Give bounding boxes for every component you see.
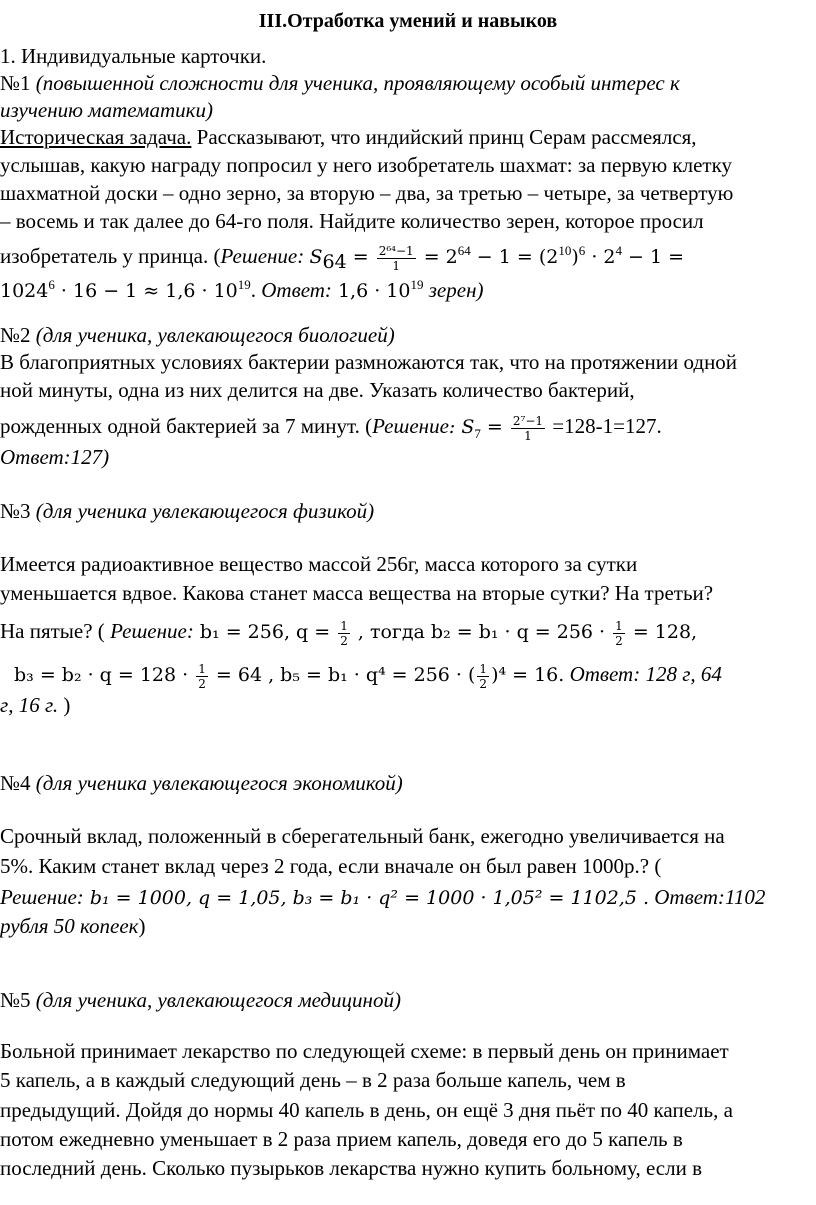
task3-line2: уменьшается вдвое. Какова станет масса вещества на вторые сутки? На третьи? — [0, 581, 714, 605]
task1-eq-dot: . — [250, 278, 257, 302]
task1-fraction — [377, 244, 416, 273]
task2-fraction — [511, 414, 545, 443]
task2-eq: : S — [448, 416, 475, 438]
task3-eq-b2-result: = 128, — [626, 621, 698, 643]
task1-line5 — [0, 238, 684, 275]
task4-line3 — [0, 884, 765, 911]
task2-line3 — [0, 413, 662, 447]
task4-line2: 5%. Каким станет вклад через 2 года, если вначале он был равен 1000р.? ( — [0, 854, 662, 878]
task3-answer: Ответ: 128 г, 64 — [564, 662, 722, 686]
task3-solution-label: Решение: — [110, 619, 194, 643]
task2-note: (для ученика, увлекающегося биологией) — [30, 323, 395, 347]
task1-eq-d: − 1 = (2 — [470, 246, 559, 268]
task3-close: ) — [58, 693, 71, 717]
task5-line3: предыдущий. Дойдя до нормы 40 капель в день, он ещё 3 дня пьёт по 40 капель, а — [0, 1098, 733, 1122]
task1-eq-sub: 64 — [322, 251, 347, 274]
task2-text3: рожденных одной бактерией за 7 минут. ( — [0, 414, 373, 438]
task1-eq-s: S — [309, 246, 323, 268]
task4-header — [0, 770, 403, 796]
task2-solution-label: Решение — [372, 414, 449, 438]
task2-eq-end: =128-1=127. — [547, 414, 662, 438]
task3-half-2 — [613, 619, 625, 648]
task3-half-num: 1 — [198, 661, 206, 676]
task3-note: (для ученика увлекающегося физикой) — [30, 499, 375, 523]
task3-eq-b2: , тогда b₂ = b₁ · q = 256 · — [351, 621, 612, 643]
task3-half-3 — [196, 662, 208, 691]
task2-number: №2 — [0, 323, 31, 347]
task3-line1: Имеется радиоактивное вещество массой 256г, масса которого за сутки — [0, 552, 638, 576]
task3-line4 — [14, 661, 722, 691]
task1-note-cont: изучению математики) — [0, 98, 213, 122]
task3-half-num: 1 — [479, 661, 488, 676]
task4-solution-label: Решение: — [0, 885, 84, 909]
task1-note: (повышенной сложности для ученика, проявляющему особый интерес к — [35, 71, 680, 95]
task2-line2: ной минуты, одна из них делится на две. Указать количество бактерий, — [0, 378, 635, 402]
task5-line1: Больной принимает лекарство по следующей схеме: в первый день он принимает — [0, 1039, 729, 1063]
task1-eq-c: = 2 — [417, 246, 458, 268]
task2-line1: В благоприятных условиях бактерии размножаются так, что на протяжении одной — [0, 350, 738, 374]
task3-header — [0, 498, 374, 524]
task5-header — [0, 987, 401, 1013]
task1-frac-den: 1 — [392, 258, 401, 273]
task2-eq-equals: = — [480, 416, 509, 438]
task2-answer: Ответ:127) — [0, 445, 110, 469]
task1-eq-e: · 2 — [585, 246, 616, 268]
task3-eq-b5: = 64 , b₅ = b₁ · q⁴ = 256 · ( — [209, 664, 476, 686]
task1-frac-num: 2⁶⁴−1 — [378, 243, 414, 258]
task3-eq-b1: b₁ = 256, q = — [193, 621, 337, 643]
task2-frac-den: 1 — [524, 428, 532, 443]
task1-header — [0, 70, 680, 96]
task3-half-den: 2 — [340, 633, 348, 648]
task3-half-num: 1 — [615, 618, 623, 633]
task1-eq-c-sup: 64 — [457, 243, 471, 258]
task1-eq-1024-sup: 6 — [48, 277, 55, 292]
task1-answer-label: Ответ: — [261, 278, 332, 302]
task3-eq-b5-result: )⁴ = 16. — [491, 664, 565, 686]
task4-line1: Срочный вклад, положенный в сберегательный банк, ежегодно увеличивается на — [0, 824, 725, 848]
task1-line6 — [0, 272, 483, 304]
task4-note: (для ученика увлекающегося экономикой) — [30, 771, 403, 795]
task3-half-1 — [338, 619, 350, 648]
task4-close: ) — [138, 914, 146, 938]
task1-label: Историческая задача. — [0, 125, 192, 149]
task4-answer-cont: рубля 50 копеек — [0, 914, 139, 938]
task1-answer-value: 1,6 · 10 — [331, 280, 411, 302]
task3-half-num: 1 — [340, 618, 348, 633]
task5-number: №5 — [0, 988, 31, 1012]
task4-eq: b₁ = 1000, q = 1,05, b₃ = b₁ · q² = 1000 · 1,05² = 1102,5 . — [83, 887, 650, 909]
task3-number: №3 — [0, 499, 31, 523]
task1-text5: изобретатель у принца. ( — [0, 244, 221, 268]
task1-answer-end: зерен) — [423, 278, 484, 302]
task1-eq-f: − 1 = — [622, 246, 685, 268]
task2-frac-num: 2⁷−1 — [512, 413, 544, 428]
task3-line3 — [0, 618, 697, 648]
task1-answer-sup: 19 — [410, 277, 424, 292]
task1-eq-1024: 1024 — [0, 280, 49, 302]
task4-line4 — [0, 913, 146, 939]
task1-text1: Рассказывают, что индийский принц Серам рассмеялся, — [191, 125, 697, 149]
task4-answer: Ответ:1102 — [649, 885, 766, 909]
page-title: III.Отработка умений и навыков — [258, 10, 558, 32]
task1-number: №1 — [0, 71, 31, 95]
task1-eq-d2: ) — [571, 246, 579, 268]
task3-half-den: 2 — [615, 633, 623, 648]
task3-half-den: 2 — [198, 676, 206, 691]
task3-half-den: 2 — [479, 676, 488, 691]
task1-eq-approx-sup: 19 — [237, 277, 251, 292]
task1-eq-d-sup2: 6 — [578, 243, 586, 258]
task5-note: (для ученика, увлекающегося медициной) — [30, 988, 401, 1012]
task3-half-4 — [477, 662, 489, 691]
task1-line4: – восемь и так далее до 64-го поля. Найдите количество зерен, которое просил — [0, 209, 704, 233]
task2-eq-sub: 7 — [474, 426, 481, 442]
task5-line2: 5 капель, а в каждый следующий день – в 2 раза больше капель, чем в — [0, 1068, 626, 1092]
task1-line1 — [0, 124, 697, 150]
task4-number: №4 — [0, 771, 31, 795]
task2-header — [0, 322, 395, 348]
task1-line2: услышав, какую награду попросил у него изобретатель шахмат: за первую клетку — [0, 153, 732, 177]
task3-text3: На пятые? ( — [0, 619, 111, 643]
task1-eq-d-sup1: 10 — [558, 243, 572, 258]
task3-line5 — [0, 692, 70, 718]
task3-answer-cont: г, 16 г. — [0, 693, 59, 717]
task1-solution-label: Решение: — [220, 244, 305, 268]
task1-eq-equals: = — [346, 246, 375, 268]
task5-line5: последний день. Сколько пузырьков лекарства нужно купить больному, если в — [0, 1156, 703, 1180]
task1-eq-approx: · 16 − 1 ≈ 1,6 · 10 — [54, 280, 238, 302]
task1-eq-e-sup: 4 — [615, 243, 622, 258]
task1-line3: шахматной доски – одно зерно, за вторую – два, за третью – четыре, за четвертую — [0, 181, 734, 205]
task3-eq-b3: b₃ = b₂ · q = 128 · — [14, 664, 195, 686]
task5-line4: потом ежедневно уменьшает в 2 раза прием капель, доведя его до 5 капель в — [0, 1127, 683, 1151]
section-heading: 1. Индивидуальные карточки. — [0, 44, 267, 68]
